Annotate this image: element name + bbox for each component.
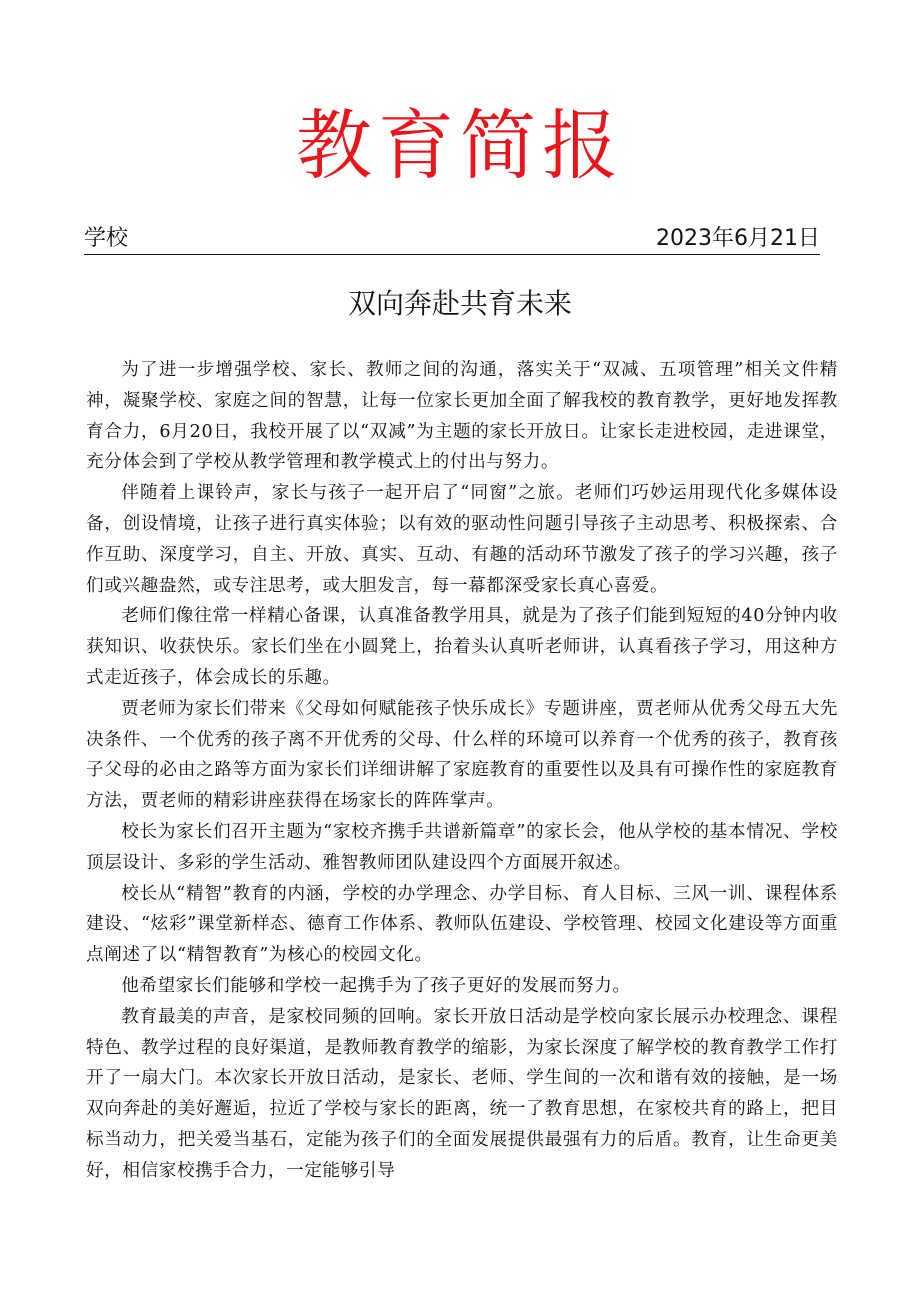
article-paragraph: 他希望家长们能够和学校一起携手为了孩子更好的发展而努力。 <box>121 975 631 996</box>
article-paragraph: 教育最美的声音，是家校同频的回响。家长开放日活动是学校向家长展示办校理念、课程特色、教学过程的良好渠道，是教师教育教学的缩影，为家长深度了解学校的教育教学工作打开了一扇大门。本次家长开放日活动，是家长、老师、学生间的一次和谐有效的接触，是一场双向奔赴的美好邂逅，拉近了学校与家长的距离，统一了教育思想，在家校共育的路上，把目标当动力，把关爱当基石，定能为孩子们的全面发展提供最强有力的后盾。教育，让生命更美好，相信家校携手合力，一定能够引导 <box>86 1006 838 1181</box>
article-body <box>86 355 838 1187</box>
article-paragraph: 校长从“精智”教育的内涵，学校的办学理念、办学目标、育人目标、三风一训、课程体系建设、“炫彩”课堂新样态、德育工作体系、教师队伍建设、学校管理、校园文化建设等方面重点阐述了以“精智教育”为核心的校园文化。 <box>86 883 838 966</box>
school-name: 学校 <box>84 226 129 251</box>
article-paragraph: 校长为家长们召开主题为“家校齐携手共谱新篇章”的家长会，他从学校的基本情况、学校顶层设计、多彩的学生活动、雅智教师团队建设四个方面展开叙述。 <box>86 821 838 873</box>
article-paragraph: 老师们像往常一样精心备课，认真准备教学用具，就是为了孩子们能到短短的40分钟内收获知识、收获快乐。家长们坐在小圆凳上，抬着头认真听老师讲，认真看孩子学习，用这种方式走近孩子，体会成长的乐趣。 <box>86 606 838 688</box>
newsletter-masthead: 教育简报 <box>296 101 624 190</box>
article-paragraph: 伴随着上课铃声，家长与孩子一起开启了“同窗”之旅。老师们巧妙运用现代化多媒体设备，创设情境，让孩子进行真实体验；以有效的驱动性问题引导孩子主动思考、积极探索、合作互助、深度学习，自主、开放、真实、互动、有趣的活动环节激发了孩子的学习兴趣，孩子们或兴趣盎然，或专注思考，或大胆发言，每一幕都深受家长真心喜爱。 <box>86 483 838 596</box>
article-paragraph: 贾老师为家长们带来《父母如何赋能孩子快乐成长》专题讲座，贾老师从优秀父母五大先决条件、一个优秀的孩子离不开优秀的父母、什么样的环境可以养育一个优秀的孩子，教育孩子父母的必由之路等方面为家长们详细讲解了家庭教育的重要性以及具有可操作性的家庭教育方法，贾老师的精彩讲座获得在场家长的阵阵掌声。 <box>86 698 838 812</box>
header-meta-row <box>84 224 820 255</box>
article-paragraph: 为了进一步增强学校、家长、教师之间的沟通，落实关于“双减、五项管理”相关文件精神，凝聚学校、家庭之间的智慧，让每一位家长更加全面了解我校的教育教学，更好地发挥教育合力，6月20日，我校开展了以“双减”为主题的家长开放日。让家长走进校园，走进课堂，充分体会到了学校从教学管理和教学模式上的付出与努力。 <box>86 360 838 473</box>
issue-date: 2023年6月21日 <box>656 226 820 251</box>
article-title: 双向奔赴共育未来 <box>347 287 572 320</box>
